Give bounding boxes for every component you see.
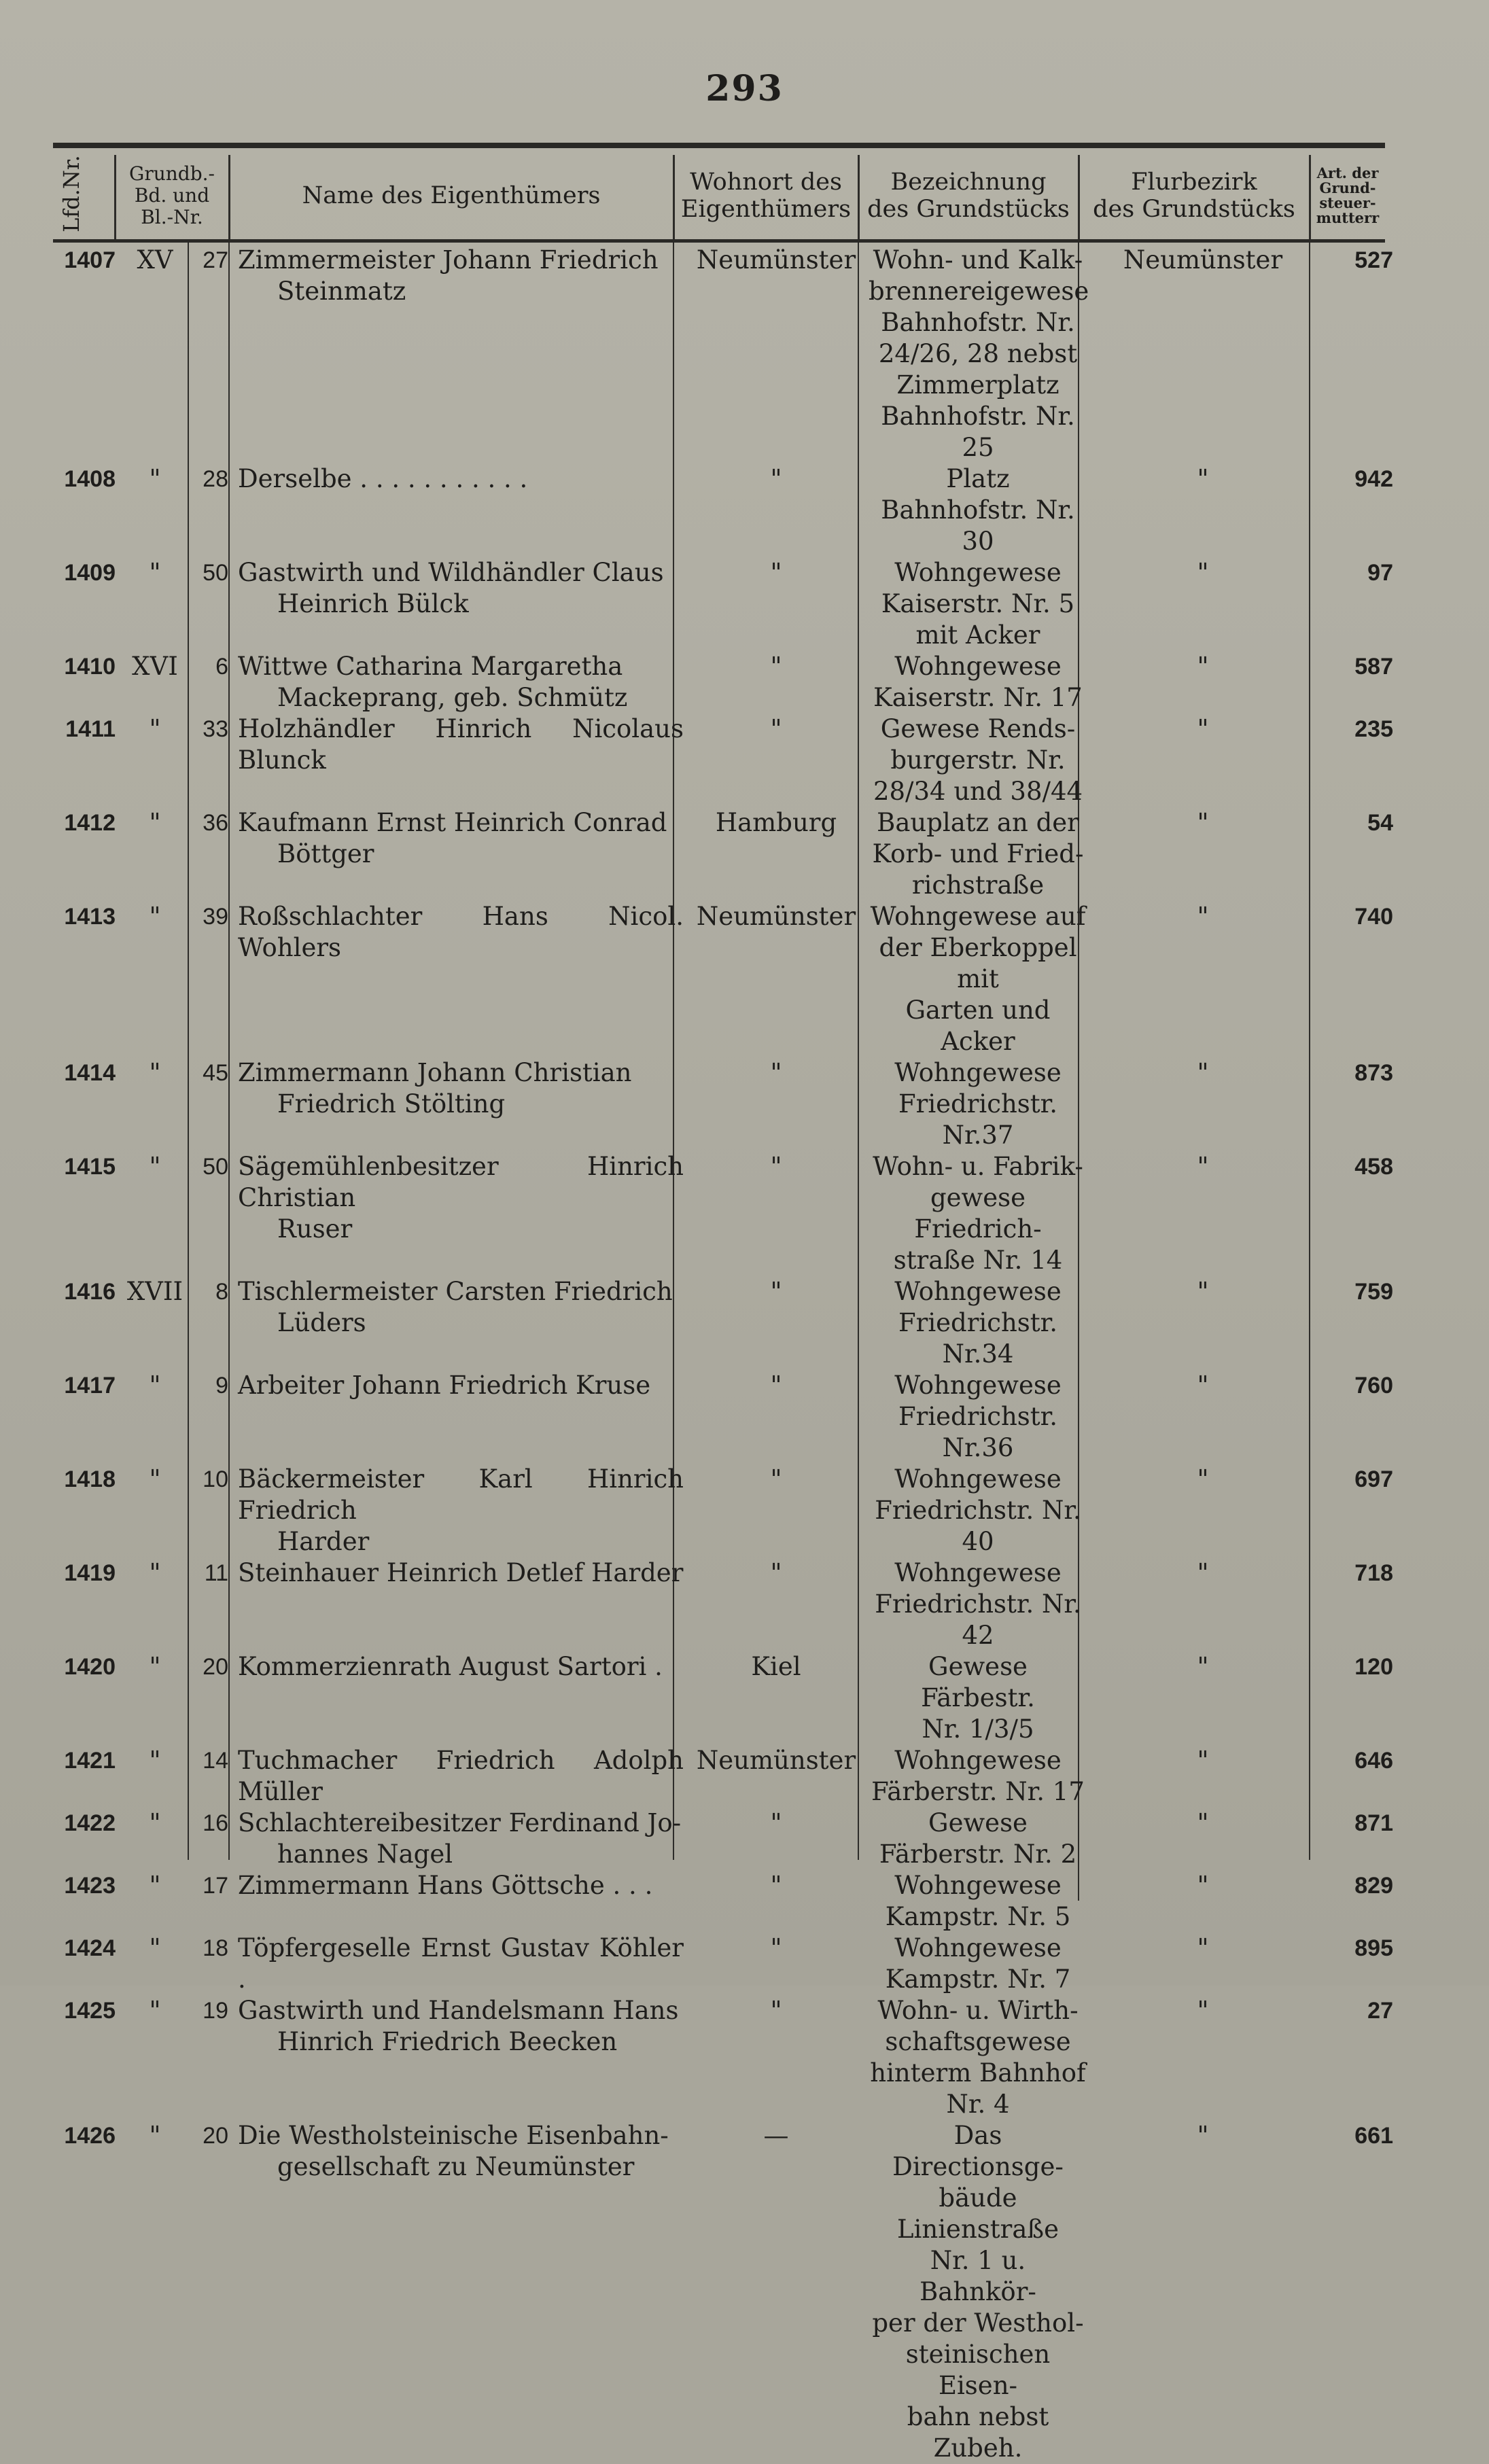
property-description-line: Friedrichstr. Nr.34 [898, 1308, 1058, 1369]
header-grundbuch-line: Bd. und [134, 184, 210, 207]
owner-name-line: Die Westholsteinische Eisenbahn- [238, 2121, 669, 2150]
property-description-line: Wohn- und Kalk- [873, 245, 1083, 275]
row-property-description [869, 651, 1087, 714]
header-rule [53, 239, 1385, 243]
row-band: XV [137, 245, 173, 275]
property-description-line: Wohngewese [894, 1464, 1062, 1494]
row-band: " [149, 902, 161, 931]
property-description-line: Wohngewese [894, 1558, 1062, 1587]
table-row [53, 1651, 1401, 1745]
table-row [53, 1933, 1401, 1995]
row-owner-name [232, 557, 684, 651]
row-blatt: 33 [203, 716, 228, 742]
row-owner-name [232, 1557, 684, 1651]
row-property-description [869, 901, 1087, 1057]
owner-name-line: Steinmatz [277, 277, 406, 306]
property-description-line: straße Nr. 14 [893, 1246, 1063, 1275]
row-blatt: 10 [203, 1466, 228, 1492]
owner-name-line: Zimmermeister Johann Friedrich [238, 245, 659, 275]
row-number: 1410 [64, 654, 116, 680]
row-property-description [869, 557, 1087, 651]
row-band: " [149, 1996, 161, 2025]
row-district: " [1197, 652, 1209, 681]
row-number: 1420 [64, 1654, 116, 1680]
owner-name-line: Steinhauer Heinrich Detlef Harder [238, 1558, 684, 1587]
row-tax-article: 718 [1354, 1560, 1393, 1586]
owner-name-line: Arbeiter Johann Friedrich Kruse [238, 1371, 651, 1400]
row-blatt: 19 [203, 1998, 228, 2024]
row-band: " [149, 464, 161, 493]
property-description-line: Friedrichstr. Nr. 42 [875, 1589, 1081, 1650]
row-band: " [149, 1746, 161, 1775]
row-band: " [149, 1371, 161, 1400]
row-number: 1423 [64, 1873, 116, 1899]
owner-name-line: Friedrich Stölting [277, 1089, 506, 1119]
row-owner-name [232, 901, 684, 1057]
header-bezeichnung-line: Bezeichnung [890, 169, 1047, 196]
row-band: " [149, 558, 161, 587]
row-property-description [869, 245, 1087, 463]
row-owner-name [232, 1651, 684, 1745]
header-lfd-nr: Lfd.Nr. [58, 155, 84, 232]
row-residence: Hamburg [715, 808, 837, 837]
header-art-line: Art. der [1316, 164, 1379, 181]
table-row [53, 1151, 1401, 1276]
owner-name-line: gesellschaft zu Neumünster [277, 2152, 635, 2181]
row-number: 1422 [64, 1810, 116, 1836]
row-number: 1414 [64, 1060, 116, 1086]
owner-name-line: Sägemühlenbesitzer Hinrich Christian [238, 1152, 684, 1212]
row-property-description [869, 1995, 1087, 2120]
row-number: 1419 [64, 1560, 116, 1586]
row-band: " [149, 1652, 161, 1681]
row-residence: " [770, 464, 782, 493]
row-number: 1417 [64, 1373, 116, 1398]
property-description-line: gewese Friedrich- [914, 1183, 1042, 1244]
row-number: 1409 [64, 560, 116, 586]
row-band: " [149, 1464, 161, 1494]
owner-name-line: Derselbe . . . . . . . . . . . [238, 464, 528, 493]
row-property-description [869, 1370, 1087, 1464]
header-grundbuch-line: Bl.-Nr. [141, 206, 203, 228]
property-description-line: hinterm Bahnhof [870, 2058, 1086, 2088]
row-residence: Kiel [751, 1652, 801, 1681]
row-number: 1413 [64, 904, 116, 930]
owner-name-line: Tischlermeister Carsten Friedrich [238, 1277, 673, 1306]
property-description-line: Friedrichstr. Nr.37 [898, 1089, 1058, 1150]
row-owner-name [232, 1464, 684, 1557]
row-residence: Neumünster [696, 1746, 856, 1775]
row-owner-name [232, 1808, 684, 1870]
property-description-line: bäude Linienstraße [896, 2183, 1059, 2244]
row-property-description [869, 1870, 1087, 1933]
header-grundbuch-line: Grundb.- [128, 162, 215, 185]
header-flurbezirk-line: Flurbezirk [1131, 169, 1257, 196]
row-residence: " [770, 1996, 782, 2025]
row-residence: " [770, 1558, 782, 1587]
owner-name-line: Kommerzienrath August Sartori . [238, 1652, 663, 1681]
row-district: " [1197, 1277, 1209, 1306]
header-wohnort-line: Eigenthümers [680, 196, 852, 223]
header-wohnort-line: Wohnort des [690, 169, 842, 196]
header-grundbuch [116, 155, 228, 236]
row-residence: " [770, 1152, 782, 1181]
row-number: 1407 [64, 247, 116, 273]
row-band: " [149, 1933, 161, 1963]
property-description-line: schaftsgewese [885, 2027, 1071, 2056]
row-blatt: 27 [203, 247, 228, 273]
table-row [53, 1276, 1401, 1370]
row-property-description [869, 1464, 1087, 1557]
owner-name-line: Hinrich Friedrich Beecken [277, 2027, 618, 2056]
row-owner-name [232, 651, 684, 714]
row-blatt: 50 [203, 560, 228, 586]
row-owner-name [232, 1745, 684, 1808]
row-band: XVII [126, 1277, 183, 1306]
property-description-line: mit Acker [915, 620, 1040, 650]
property-description-line: Nr. 1 u. Bahnkör- [919, 2246, 1036, 2306]
property-description-line: der Eberkoppel mit [879, 933, 1077, 993]
row-district: " [1197, 808, 1209, 837]
property-description-line: per der Westhol- [872, 2308, 1084, 2338]
row-property-description [869, 714, 1087, 807]
row-tax-article: 587 [1354, 654, 1393, 680]
owner-name-line: Töpfergeselle Ernst Gustav Köhler . [238, 1933, 684, 1994]
row-property-description [869, 807, 1087, 901]
row-residence: " [770, 714, 782, 743]
row-property-description [869, 1557, 1087, 1651]
row-district: " [1197, 1808, 1209, 1837]
table-row [53, 2120, 1401, 2464]
table-row [53, 1870, 1401, 1933]
row-tax-article: 871 [1354, 1810, 1393, 1836]
row-residence: " [770, 652, 782, 681]
row-residence: " [770, 1871, 782, 1900]
row-owner-name [232, 245, 684, 463]
row-residence: " [770, 1933, 782, 1963]
row-owner-name [232, 1995, 684, 2120]
row-residence: " [770, 1058, 782, 1087]
owner-name-line: Schlachtereibesitzer Ferdinand Jo- [238, 1808, 682, 1837]
property-description-line: richstraße [911, 870, 1045, 900]
property-description-line: Wohngewese [894, 1371, 1062, 1400]
row-tax-article: 759 [1354, 1279, 1393, 1305]
row-property-description [869, 1651, 1087, 1745]
row-band: " [149, 808, 161, 837]
row-residence: Neumünster [696, 245, 856, 275]
row-district: " [1197, 902, 1209, 931]
row-blatt: 18 [203, 1935, 228, 1961]
property-description-line: Wohn- u. Wirth- [877, 1996, 1079, 2025]
owner-name-line: Heinrich Bülck [277, 589, 469, 618]
row-district: " [1197, 1558, 1209, 1587]
owner-name-line: Harder [277, 1527, 370, 1556]
table-row [53, 1995, 1401, 2120]
row-owner-name [232, 1933, 684, 1995]
register-table [53, 245, 1401, 2464]
property-description-line: Bahnhofstr. Nr. [881, 308, 1075, 337]
owner-name-line: Böttger [277, 839, 374, 868]
property-description-line: Wohngewese [894, 1933, 1062, 1963]
table-row [53, 1745, 1401, 1808]
row-number: 1426 [64, 2123, 116, 2149]
property-description-line: Friedrichstr. Nr. 40 [875, 1496, 1081, 1556]
header-flurbezirk-line: des Grundstücks [1093, 196, 1295, 223]
row-district: " [1197, 558, 1209, 587]
owner-name-line: Kaufmann Ernst Heinrich Conrad [238, 808, 667, 837]
row-district: " [1197, 1871, 1209, 1900]
property-description-line: Korb- und Fried- [872, 839, 1084, 868]
row-blatt: 16 [203, 1810, 228, 1836]
row-tax-article: 120 [1354, 1654, 1393, 1680]
row-property-description [869, 1276, 1087, 1370]
row-tax-article: 661 [1354, 2123, 1393, 2149]
row-tax-article: 873 [1354, 1060, 1393, 1086]
row-district: " [1197, 464, 1209, 493]
row-district: " [1197, 1652, 1209, 1681]
property-description-line: 24/26, 28 nebst [878, 339, 1078, 368]
table-row [53, 1370, 1401, 1464]
property-description-line: steinischen Eisen- [905, 2340, 1051, 2400]
property-description-line: Kaiserstr. Nr. 5 [881, 589, 1075, 618]
row-number: 1411 [65, 716, 116, 742]
property-description-line: Wohngewese [894, 1277, 1062, 1306]
owner-name-line: hannes Nagel [277, 1840, 453, 1869]
row-residence: " [770, 1808, 782, 1837]
property-description-line: Platz [946, 464, 1010, 493]
owner-name-line: Lüders [277, 1308, 366, 1337]
property-description-line: Wohngewese [894, 1746, 1062, 1775]
row-property-description [869, 1151, 1087, 1276]
property-description-line: Nr. 1/3/5 [922, 1714, 1034, 1744]
property-description-line: Bahnhofstr. Nr. 25 [881, 402, 1075, 462]
row-band: " [149, 714, 161, 743]
row-tax-article: 527 [1354, 247, 1393, 273]
row-tax-article: 760 [1354, 1373, 1393, 1398]
table-row [53, 1464, 1401, 1557]
page-number: 293 [705, 68, 784, 109]
property-description-line: brennereigewese [869, 277, 1089, 306]
owner-name-line: Tuchmacher Friedrich Adolph Müller [238, 1746, 684, 1806]
row-tax-article: 235 [1354, 716, 1393, 742]
row-property-description [869, 2120, 1087, 2464]
property-description-line: Das Directionsge- [892, 2121, 1064, 2181]
row-blatt: 8 [215, 1279, 228, 1305]
row-blatt: 20 [203, 1654, 228, 1680]
table-row [53, 807, 1401, 901]
property-description-line: Bahnhofstr. Nr. 30 [881, 495, 1075, 556]
property-description-line: Bauplatz an der [877, 808, 1079, 837]
row-band: " [149, 2121, 161, 2150]
row-residence: Neumünster [696, 902, 856, 931]
row-residence: — [763, 2121, 789, 2150]
row-tax-article: 54 [1367, 810, 1393, 836]
row-band: " [149, 1871, 161, 1900]
property-description-line: Gewese [928, 1808, 1028, 1837]
row-property-description [869, 463, 1087, 557]
row-blatt: 39 [203, 904, 228, 930]
row-band: " [149, 1058, 161, 1087]
row-district: " [1197, 714, 1209, 743]
row-property-description [869, 1808, 1087, 1870]
row-district: Neumünster [1123, 245, 1283, 275]
row-blatt: 11 [204, 1560, 228, 1586]
row-district: " [1197, 1746, 1209, 1775]
row-property-description [869, 1933, 1087, 1995]
property-description-line: Wohngewese [894, 558, 1062, 587]
row-number: 1424 [64, 1935, 116, 1961]
table-row [53, 557, 1401, 651]
row-number: 1415 [64, 1154, 116, 1180]
owner-name-line: Mackeprang, geb. Schmütz [277, 683, 628, 712]
row-tax-article: 97 [1367, 560, 1393, 586]
row-number: 1416 [64, 1279, 116, 1305]
row-owner-name [232, 807, 684, 901]
property-description-line: Nr. 4 [946, 2090, 1010, 2119]
property-description-line: bahn nebst Zubeh. [907, 2402, 1049, 2463]
row-owner-name [232, 1276, 684, 1370]
property-description-line: burgerstr. Nr. [890, 745, 1066, 775]
row-residence: " [770, 1464, 782, 1494]
row-blatt: 14 [203, 1748, 228, 1774]
top-rule [53, 143, 1385, 148]
row-number: 1421 [64, 1748, 116, 1774]
row-blatt: 20 [203, 2123, 228, 2149]
row-number: 1425 [64, 1998, 116, 2024]
table-row [53, 651, 1401, 714]
owner-name-line: Gastwirth und Handelsmann Hans [238, 1996, 679, 2025]
row-district: " [1197, 1058, 1209, 1087]
row-band: " [149, 1808, 161, 1837]
owner-name-line: Holzhändler Hinrich Nicolaus Blunck [238, 714, 684, 775]
property-description-line: Gewese Rends- [880, 714, 1076, 743]
property-description-line: Färberstr. Nr. 17 [871, 1777, 1085, 1806]
table-row [53, 1557, 1401, 1651]
property-description-line: Wohngewese [894, 652, 1062, 681]
property-description-line: Garten und Acker [905, 996, 1051, 1056]
header-wohnort [674, 155, 858, 236]
owner-name-line: Bäckermeister Karl Hinrich Friedrich [238, 1464, 684, 1525]
header-art-line: mutterr [1316, 209, 1380, 226]
owner-name-line: Ruser [277, 1214, 353, 1244]
table-row [53, 463, 1401, 557]
header-art-line: Grund- [1319, 179, 1376, 196]
row-blatt: 9 [215, 1373, 228, 1398]
owner-name-line: Roßschlachter Hans Nicol. Wohlers [238, 902, 684, 962]
row-district: " [1197, 1933, 1209, 1963]
header-art [1310, 155, 1385, 236]
row-property-description [869, 1057, 1087, 1151]
row-owner-name [232, 2120, 684, 2464]
owner-name-line: Wittwe Catharina Margaretha [238, 652, 623, 681]
property-description-line: Kampstr. Nr. 5 [885, 1902, 1071, 1931]
property-description-line: 28/34 und 38/44 [873, 777, 1083, 806]
row-blatt: 45 [203, 1060, 228, 1086]
owner-name-line: Zimmermann Hans Göttsche . . . [238, 1871, 653, 1900]
header-name: Name des Eigenthümers [302, 182, 601, 209]
table-row [53, 714, 1401, 807]
row-tax-article: 646 [1354, 1748, 1393, 1774]
owner-name-line: Gastwirth und Wildhändler Claus [238, 558, 664, 587]
row-blatt: 6 [215, 654, 228, 680]
row-owner-name [232, 1870, 684, 1933]
row-tax-article: 829 [1354, 1873, 1393, 1899]
row-owner-name [232, 714, 684, 807]
row-tax-article: 458 [1354, 1154, 1393, 1180]
row-district: " [1197, 1996, 1209, 2025]
property-description-line: Gewese Färbestr. [921, 1652, 1035, 1712]
row-property-description [869, 1745, 1087, 1808]
row-tax-article: 697 [1354, 1466, 1393, 1492]
header-flurbezirk [1079, 155, 1309, 236]
property-description-line: Kampstr. Nr. 7 [885, 1965, 1071, 1994]
row-owner-name [232, 1151, 684, 1276]
table-row [53, 245, 1401, 463]
table-row [53, 1057, 1401, 1151]
row-owner-name [232, 463, 684, 557]
row-number: 1408 [64, 466, 116, 492]
header-art-line: steuer- [1319, 194, 1376, 211]
property-description-line: Färberstr. Nr. 2 [879, 1840, 1077, 1869]
property-description-line: Friedrichstr. Nr.36 [898, 1402, 1058, 1462]
row-blatt: 17 [203, 1873, 228, 1899]
register-body [53, 245, 1401, 2464]
table-row [53, 901, 1401, 1057]
row-tax-article: 895 [1354, 1935, 1393, 1961]
row-band: " [149, 1558, 161, 1587]
row-owner-name [232, 1057, 684, 1151]
row-number: 1412 [64, 810, 116, 836]
header-bezeichnung-line: des Grundstücks [867, 196, 1070, 223]
property-description-line: Kaiserstr. Nr. 17 [873, 683, 1083, 712]
property-description-line: Wohn- u. Fabrik- [873, 1152, 1083, 1181]
row-number: 1418 [64, 1466, 116, 1492]
property-description-line: Zimmerplatz [896, 370, 1059, 400]
row-blatt: 36 [203, 810, 228, 836]
row-blatt: 50 [203, 1154, 228, 1180]
row-residence: " [770, 1371, 782, 1400]
row-tax-article: 27 [1367, 1998, 1393, 2024]
row-band: " [149, 1152, 161, 1181]
property-description-line: Wohngewese [894, 1058, 1062, 1087]
row-district: " [1197, 1371, 1209, 1400]
property-description-line: Wohngewese [894, 1871, 1062, 1900]
row-residence: " [770, 1277, 782, 1306]
row-tax-article: 740 [1354, 904, 1393, 930]
table-row [53, 1808, 1401, 1870]
row-residence: " [770, 558, 782, 587]
owner-name-line: Zimmermann Johann Christian [238, 1058, 632, 1087]
property-description-line: Wohngewese auf [870, 902, 1086, 931]
row-tax-article: 942 [1354, 466, 1393, 492]
row-district: " [1197, 2121, 1209, 2150]
header-bezeichnung [859, 155, 1078, 236]
row-district: " [1197, 1464, 1209, 1494]
row-owner-name [232, 1370, 684, 1464]
row-blatt: 28 [203, 466, 228, 492]
row-band: XVI [132, 652, 178, 681]
row-district: " [1197, 1152, 1209, 1181]
